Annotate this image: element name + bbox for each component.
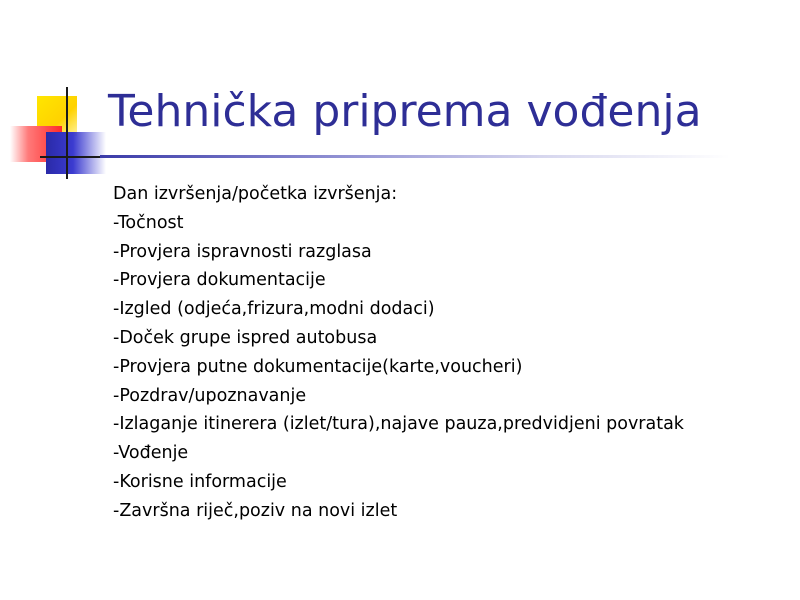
corner-decoration [0, 0, 120, 190]
body-line: Dan izvršenja/početka izvršenja: [113, 184, 398, 204]
body-line: -Izgled (odjeća,frizura,modni dodaci) [113, 299, 435, 320]
body-line: -Doček grupe ispred autobusa [113, 327, 378, 348]
body-line: -Vođenje [113, 443, 189, 464]
body-line: -Točnost [113, 212, 184, 233]
slide-body-list [113, 180, 684, 526]
body-line: -Provjera ispravnosti razglasa [113, 241, 372, 262]
body-line: -Pozdrav/upoznavanje [113, 385, 307, 406]
body-line: -Provjera putne dokumentacije(karte,voucheri) [113, 356, 523, 377]
body-line: -Izlaganje itinerera (izlet/tura),najave pauza,predvidjeni povratak [113, 414, 684, 435]
body-line: -Provjera dokumentacije [113, 270, 326, 291]
blue-square-decoration [46, 132, 106, 174]
body-line: -Završna riječ,poziv na novi izlet [113, 500, 398, 521]
title-underline [100, 155, 730, 158]
body-line: -Korisne informacije [113, 471, 287, 492]
slide-title: Tehnička priprema vođenja [108, 86, 702, 137]
vertical-line-decoration [66, 87, 68, 179]
